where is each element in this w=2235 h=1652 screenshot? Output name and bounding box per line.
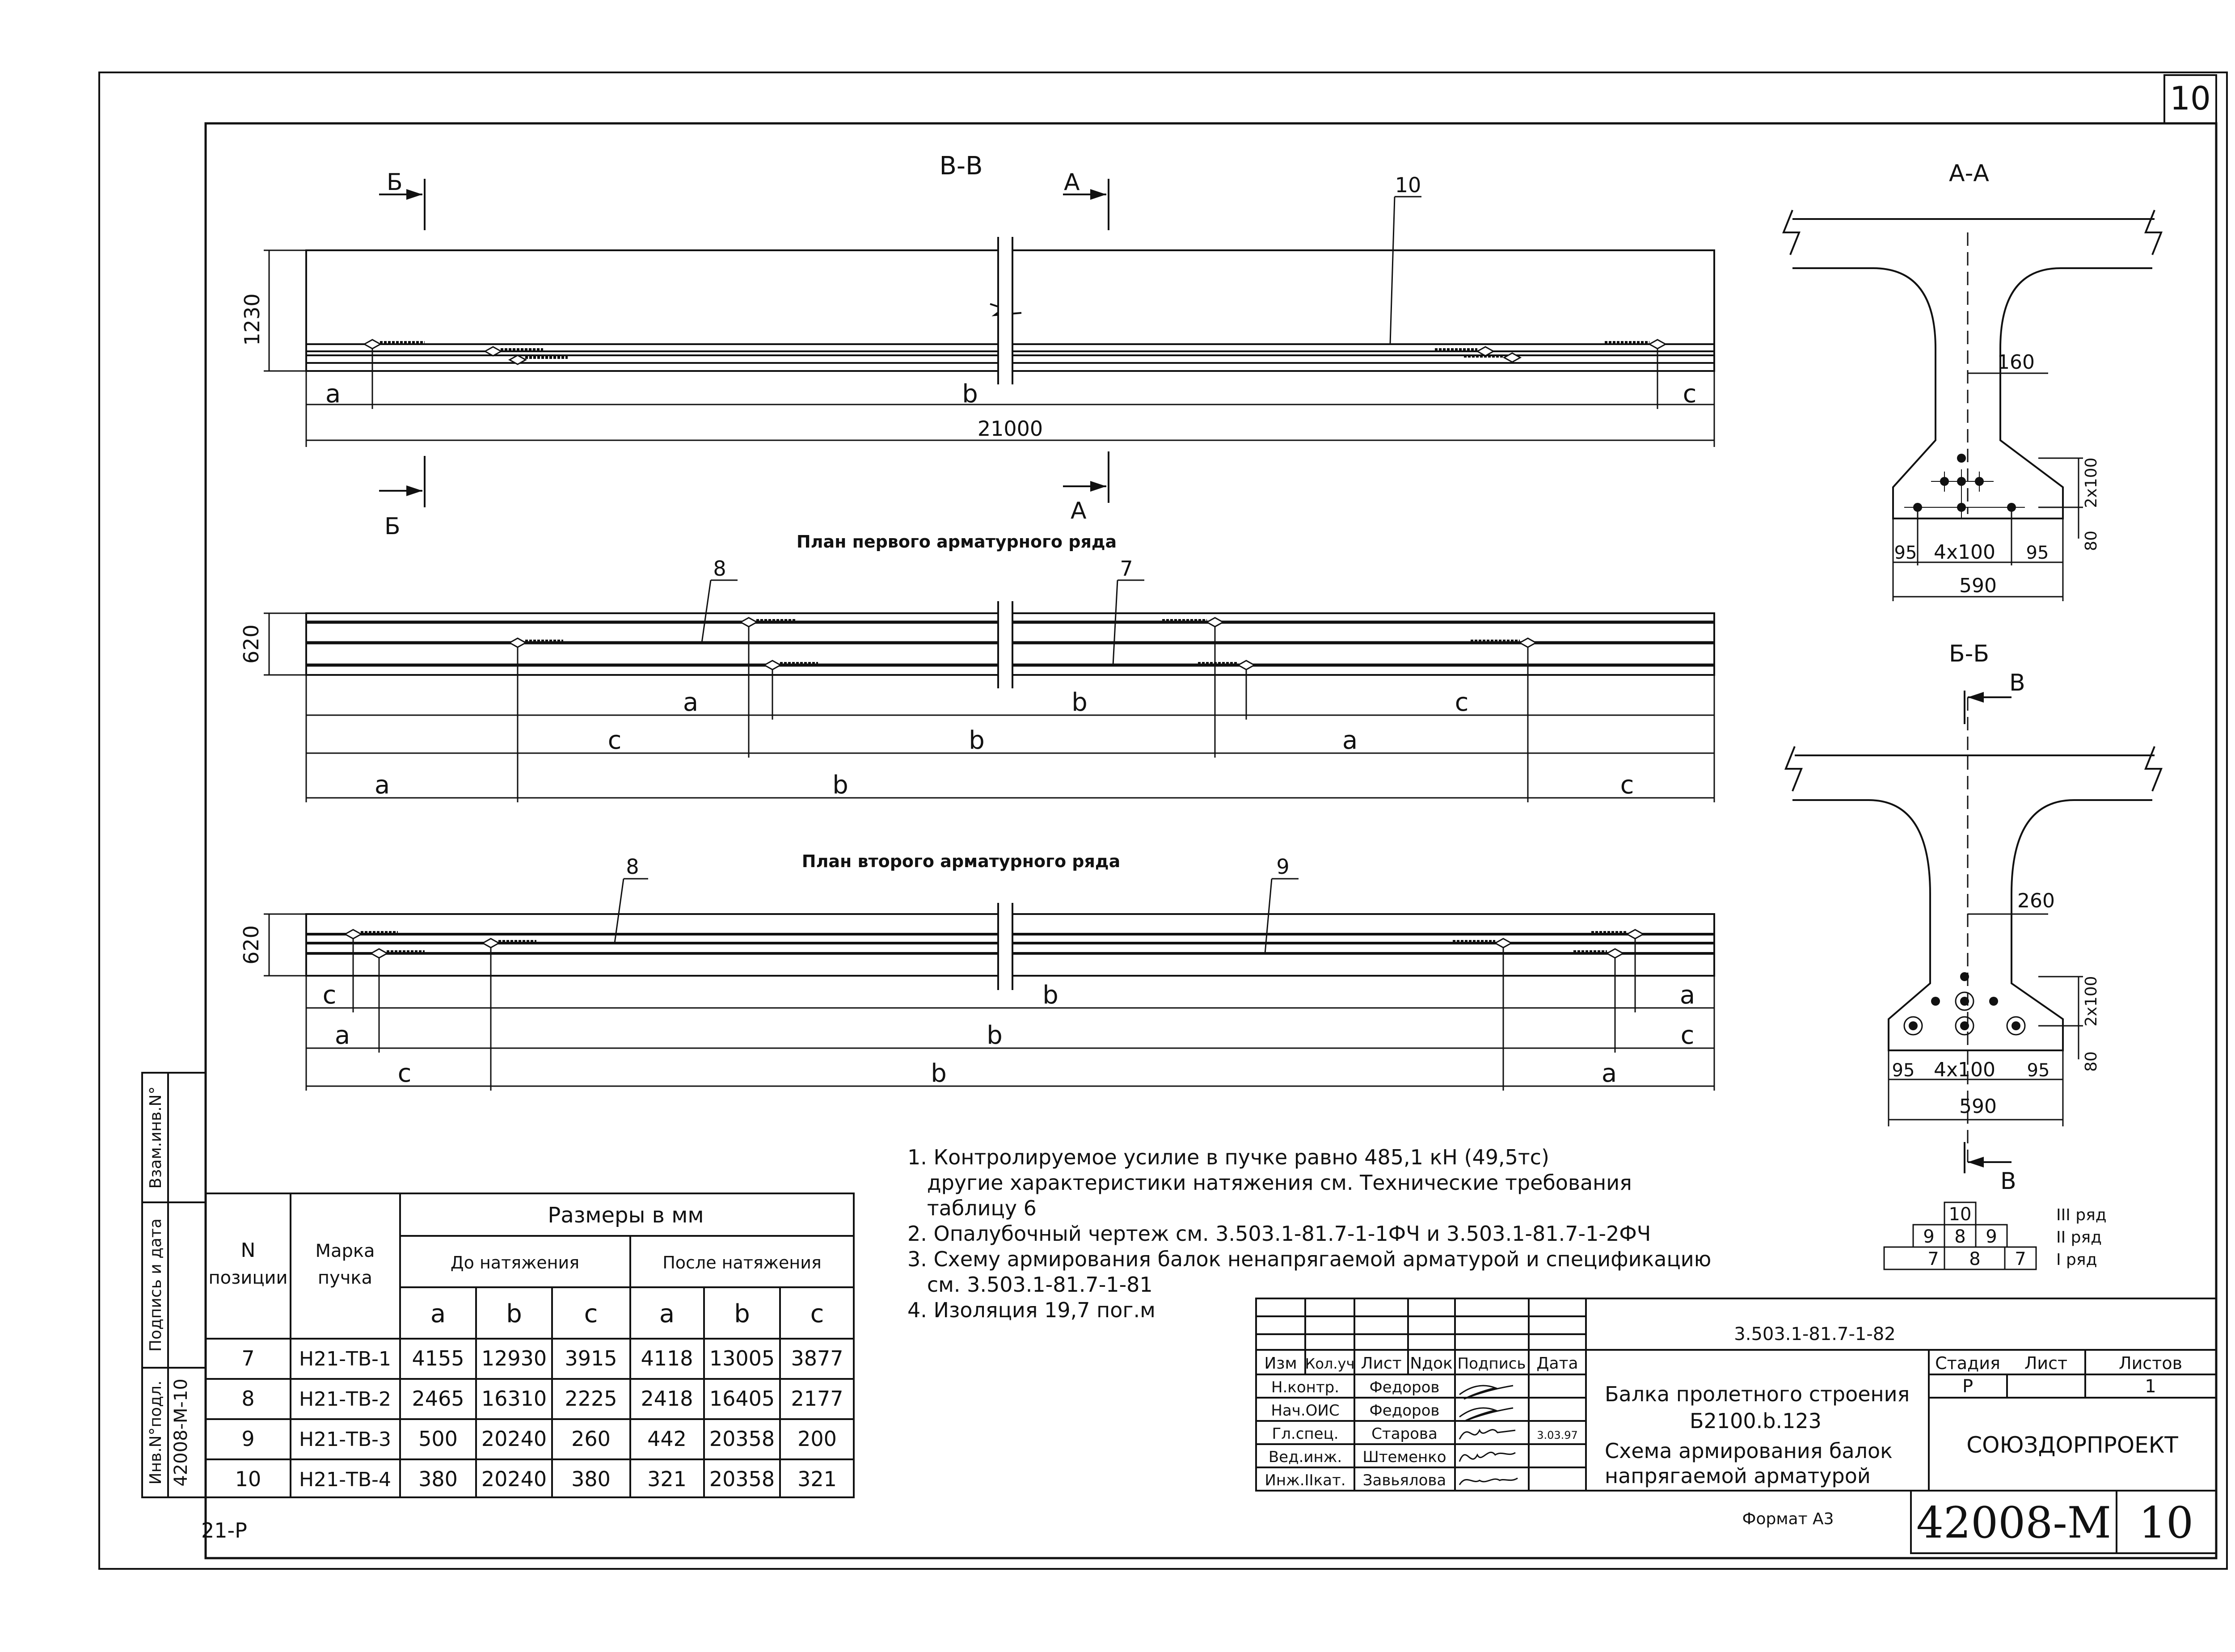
th-sizes: Размеры в мм	[548, 1203, 704, 1228]
signature-name: Старова	[1371, 1425, 1438, 1443]
plan1-height-dim: 620	[239, 624, 263, 664]
section-bb-web: 260	[2017, 889, 2055, 912]
section-bb-dim-right: 95	[2027, 1060, 2050, 1081]
plan1-r2-a: a	[1342, 726, 1358, 755]
th-sub-0: a	[430, 1299, 446, 1328]
plan2-r2-c: c	[1680, 1021, 1695, 1050]
bb-total-dim: 21000	[977, 417, 1043, 441]
signature-name: Завьялова	[1362, 1471, 1446, 1489]
plan1-r3-b: b	[832, 771, 848, 800]
sig-h-data: Дата	[1536, 1354, 1578, 1373]
section-bb-dim-left: 95	[1892, 1060, 1915, 1081]
spec-cell: 4155	[412, 1346, 464, 1370]
title-line-2: Б2100.b.123	[1690, 1409, 1822, 1433]
section-bb-title: Б-Б	[1948, 641, 1990, 667]
plan1-r2-c: c	[607, 726, 622, 755]
section-aa-vert2: 80	[2082, 531, 2100, 551]
th-sub-1: b	[506, 1299, 522, 1328]
spec-cell: 321	[797, 1467, 837, 1491]
section-bb	[1786, 641, 2161, 1195]
note-line-6: см. 3.503.1-81.7-1-81	[907, 1273, 1153, 1297]
cut-b-top: Б	[387, 169, 403, 196]
stage-h-1: Лист	[2024, 1353, 2068, 1373]
spec-cell: 2465	[412, 1386, 464, 1411]
stage-v-2: 1	[2145, 1376, 2156, 1397]
sig-h-ndok: Nдок	[1410, 1354, 1453, 1373]
spec-cell: Н21-ТВ-1	[299, 1348, 391, 1370]
signature-name: Федоров	[1369, 1378, 1440, 1396]
cut-a-bottom: А	[1071, 497, 1087, 524]
spec-cell: 20358	[709, 1427, 775, 1451]
stage-h-2: Листов	[2119, 1353, 2182, 1373]
plan2-r3-b: b	[931, 1059, 947, 1088]
plan2-r1-b: b	[1042, 981, 1058, 1010]
signature-name: Федоров	[1369, 1402, 1440, 1420]
format-label: Формат A3	[1742, 1510, 1834, 1528]
spec-cell: Н21-ТВ-2	[299, 1388, 391, 1411]
bb-dim-b: b	[962, 379, 978, 409]
sheet-number: 10	[2170, 80, 2211, 117]
section-bb-total: 590	[1959, 1095, 1997, 1118]
spec-cell: 200	[797, 1427, 837, 1451]
th-mark-1: Марка	[315, 1241, 375, 1261]
spec-cell: 20358	[709, 1467, 775, 1491]
th-pos-2: позиции	[208, 1268, 288, 1288]
section-bb-dim-mid: 4x100	[1933, 1058, 1996, 1081]
th-before: До натяжения	[450, 1253, 580, 1273]
signature-date: 3.03.97	[1537, 1429, 1578, 1441]
th-after: После натяжения	[662, 1253, 822, 1273]
cut-a-top: А	[1064, 169, 1080, 196]
notes	[907, 1145, 1711, 1322]
signature-name: Штеменко	[1362, 1448, 1446, 1466]
title-line-1: Балка пролетного строения	[1605, 1382, 1910, 1406]
section-aa-title: А-А	[1949, 160, 1989, 187]
plan2-r3-a: a	[1601, 1059, 1617, 1088]
stamp-code: 42008-М	[1916, 1498, 2112, 1548]
plan2-r1-c: c	[322, 981, 337, 1010]
spec-cell: 380	[418, 1467, 458, 1491]
legend-r2-1: 8	[1954, 1226, 1966, 1247]
stamp-sheet-no: 10	[2138, 1498, 2194, 1548]
bb-dim-a: a	[325, 379, 341, 409]
section-aa-vert: 2x100	[2082, 457, 2100, 508]
plan2-leader-9: 9	[1276, 855, 1290, 879]
spec-cell: 321	[647, 1467, 687, 1491]
note-line-5: 3. Схему армирования балок ненапрягаемой арматурой и спецификацию	[907, 1247, 1712, 1271]
signature-role: Инж.IIкат.	[1265, 1471, 1346, 1489]
title-block	[1256, 1298, 2216, 1553]
side-stamp	[142, 1073, 206, 1497]
spec-cell: 2177	[791, 1386, 843, 1411]
row-legend	[1884, 1202, 2107, 1269]
section-aa-dim-right: 95	[2026, 543, 2049, 563]
view-bb-title: В-В	[939, 152, 983, 181]
plan1-title: План первого арматурного ряда	[796, 532, 1117, 552]
section-bb-vert2: 80	[2082, 1051, 2100, 1072]
signature-role: Гл.спец.	[1272, 1425, 1339, 1443]
cut-b-bottom: Б	[384, 513, 401, 540]
side-inv-value: 42008-М-10	[171, 1378, 191, 1487]
spec-cell: 10	[235, 1467, 261, 1491]
spec-cell: 2225	[565, 1386, 617, 1411]
side-inv: Инв.N°подл.	[147, 1380, 165, 1485]
view-plan1	[239, 532, 1714, 802]
plan1-r1-a: a	[683, 688, 699, 717]
spec-cell: 20240	[481, 1427, 547, 1451]
spec-cell: 7	[241, 1346, 255, 1370]
legend-r1-2: 7	[2015, 1249, 2026, 1269]
legend-label-2: II ряд	[2056, 1228, 2102, 1247]
spec-cell: 4118	[641, 1346, 693, 1370]
section-bb-cut-top: В	[2009, 670, 2025, 696]
plan1-leader-8: 8	[713, 556, 726, 581]
subtitle-line-1: Схема армирования балок	[1605, 1439, 1893, 1463]
plan1-r3-c: c	[1620, 771, 1634, 800]
plan1-leader-7: 7	[1120, 556, 1133, 581]
th-sub-4: b	[734, 1299, 750, 1328]
plan2-r2-a: a	[334, 1021, 350, 1050]
view-plan2	[239, 851, 1714, 1091]
view-bb	[240, 152, 1714, 540]
legend-r2-2: 9	[1986, 1226, 1997, 1247]
legend-r3-0: 10	[1948, 1204, 1972, 1225]
stage-v-0: Р	[1962, 1376, 1974, 1397]
sig-h-kol: Кол.уч	[1305, 1355, 1355, 1372]
subtitle-line-2: напрягаемой арматурой	[1605, 1464, 1871, 1488]
bb-height-dim: 1230	[240, 293, 264, 346]
note-line-3: таблицу 6	[907, 1196, 1037, 1220]
spec-cell: 442	[647, 1427, 687, 1451]
stage-h-0: Стадия	[1935, 1353, 2000, 1373]
signature-rows	[1265, 1378, 1577, 1489]
spec-cell: Н21-ТВ-4	[299, 1468, 391, 1491]
section-aa	[1784, 160, 2161, 601]
th-pos-1: N	[240, 1239, 256, 1262]
spec-cell: 3915	[565, 1346, 617, 1370]
plan2-r1-a: a	[1679, 981, 1695, 1010]
sig-h-list: Лист	[1361, 1354, 1402, 1373]
legend-r2-0: 9	[1923, 1226, 1935, 1247]
plan2-r2-b: b	[987, 1021, 1003, 1050]
legend-label-3: III ряд	[2056, 1206, 2107, 1224]
th-sub-2: c	[584, 1299, 598, 1328]
spec-cell: 12930	[481, 1346, 547, 1370]
plan1-r2-b: b	[969, 726, 985, 755]
note-line-2: другие характеристики натяжения см. Технические требования	[907, 1171, 1632, 1195]
spec-cell: 500	[418, 1427, 458, 1451]
plan2-leader-8: 8	[626, 855, 639, 879]
side-sign: Подпись и дата	[147, 1218, 165, 1352]
th-sub-3: a	[659, 1299, 675, 1328]
signature-role: Нач.ОИС	[1271, 1402, 1340, 1420]
plan2-title: План второго арматурного ряда	[801, 851, 1121, 871]
bb-dim-c: c	[1683, 379, 1697, 409]
plan1-r1-c: c	[1455, 688, 1469, 717]
legend-label-1: I ряд	[2056, 1251, 2097, 1269]
spec-cell: 380	[571, 1467, 611, 1491]
sig-h-izm: Изм	[1264, 1354, 1297, 1373]
th-mark-2: пучка	[317, 1268, 373, 1288]
signature-role: Вед.инж.	[1268, 1448, 1342, 1466]
spec-cell: Н21-ТВ-3	[299, 1428, 391, 1451]
document-code: 3.503.1-81.7-1-82	[1734, 1324, 1896, 1344]
side-vzam: Взам.инв.N°	[147, 1086, 165, 1189]
spec-cell: 13005	[709, 1346, 775, 1370]
legend-r1-1: 8	[1969, 1249, 1981, 1269]
spec-cell: 260	[571, 1427, 611, 1451]
section-aa-total: 590	[1959, 574, 1997, 597]
plan1-r3-a: a	[374, 771, 390, 800]
spec-cell: 16405	[709, 1386, 775, 1411]
signature-role: Н.контр.	[1271, 1378, 1340, 1396]
note-line-1: 1. Контролируемое усилие в пучке равно 485,1 кН (49,5тс)	[907, 1145, 1549, 1169]
spec-table	[206, 1193, 854, 1497]
th-sub-5: c	[810, 1299, 824, 1328]
leader-pos-10: 10	[1395, 173, 1421, 197]
spec-cell: 16310	[481, 1386, 547, 1411]
sheet-frames	[99, 72, 2227, 1569]
section-aa-dim-left: 95	[1894, 543, 1917, 563]
spec-cell: 8	[241, 1386, 255, 1411]
spec-cell: 2418	[641, 1386, 693, 1411]
note-line-7: 4. Изоляция 19,7 пог.м	[907, 1298, 1155, 1322]
spec-cell: 3877	[791, 1346, 843, 1370]
spec-cell: 9	[241, 1427, 255, 1451]
legend-r1-0: 7	[1927, 1249, 1939, 1269]
spec-cell: 20240	[481, 1467, 547, 1491]
plan2-r3-c: c	[397, 1059, 412, 1088]
plan1-r1-b: b	[1071, 688, 1088, 717]
signature-scribbles	[1459, 1386, 1518, 1485]
section-aa-dim-mid: 4x100	[1933, 541, 1996, 564]
organization: СОЮЗДОРПРОЕКТ	[1966, 1432, 2178, 1458]
section-bb-cut-bottom: В	[2000, 1168, 2016, 1195]
sig-h-podpis: Подпись	[1457, 1355, 1526, 1373]
note-line-4: 2. Опалубочный чертеж см. 3.503.1-81.7-1-1ФЧ и 3.503.1-81.7-1-2ФЧ	[907, 1222, 1651, 1246]
plan2-height-dim: 620	[239, 925, 263, 965]
corner-code: 21-Р	[201, 1518, 247, 1542]
section-aa-web: 160	[1997, 351, 2035, 374]
section-bb-vert: 2x100	[2082, 976, 2100, 1027]
